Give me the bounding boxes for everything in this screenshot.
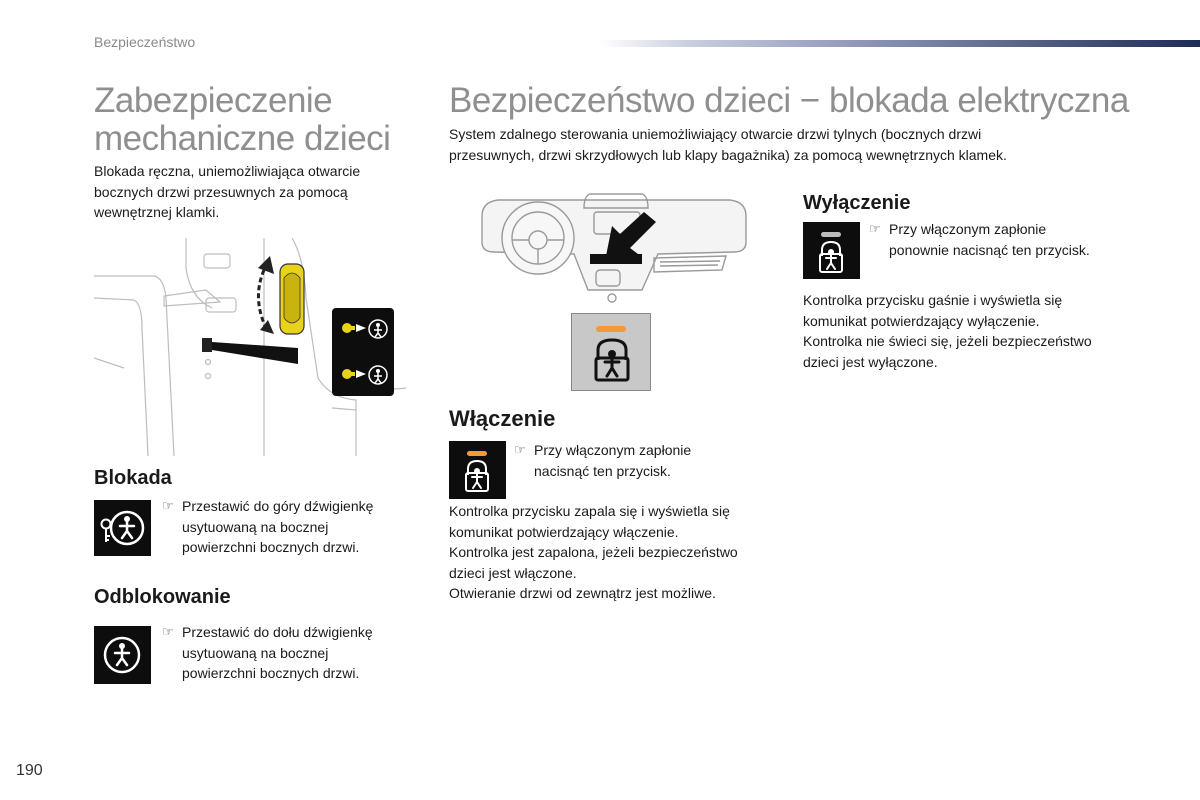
child-safety-button-zoom <box>571 313 651 391</box>
wylaczenie-heading: Wyłączenie <box>803 192 911 214</box>
wylaczenie-bullet-line-2: ponownie nacisnąć ten przycisk. <box>889 241 1090 258</box>
wlaczenie-instruction <box>514 440 691 481</box>
left-intro-line-2: bocznych drzwi przesuwnych za pomocą <box>94 183 348 200</box>
child-lock-unlocked-icon <box>94 626 151 684</box>
left-intro-line-3: wewnętrznej klamki. <box>94 204 220 220</box>
door-latch-illustration <box>94 238 406 456</box>
latch-lever <box>280 264 304 334</box>
wlaczenie-line-2: komunikat potwierdzający włączenie. <box>449 523 679 540</box>
odblokowanie-line-3: powierzchni bocznych drzwi. <box>182 665 360 681</box>
wlaczenie-description <box>449 501 738 604</box>
wlaczenie-line-1: Kontrolka przycisku zapala się i wyświetla się <box>449 503 730 519</box>
page-number: 190 <box>16 762 43 779</box>
dashboard-illustration <box>478 190 750 310</box>
wlaczenie-line-3: Kontrolka jest zapalona, jeżeli bezpieczeństwo <box>449 544 738 560</box>
left-intro <box>94 161 360 223</box>
left-title-line-2: mechaniczne dzieci <box>94 119 391 158</box>
wylaczenie-line-1: Kontrolka przycisku gaśnie i wyświetla się <box>803 292 1063 308</box>
wlaczenie-line-5: Otwieranie drzwi od zewnątrz jest możliwe. <box>449 585 716 601</box>
blokada-line-1: Przestawić do góry dźwigienkę <box>182 498 374 514</box>
child-safety-button-icon <box>572 314 652 392</box>
pointing-hand-icon: ☞ <box>162 624 174 639</box>
blokada-instruction <box>162 496 373 558</box>
odblokowanie-instruction <box>162 622 373 684</box>
wylaczenie-line-3: Kontrolka nie świeci się, jeżeli bezpieczeństwo <box>803 333 1092 349</box>
wlaczenie-bullet-line-2: nacisnąć ten przycisk. <box>534 462 671 479</box>
wylaczenie-instruction <box>869 219 1090 260</box>
odblokowanie-line-1: Przestawić do dołu dźwigienkę <box>182 624 373 640</box>
right-title: Bezpieczeństwo dzieci − blokada elektryczna <box>449 81 1129 120</box>
left-title-line-1: Zabezpieczenie <box>94 81 333 120</box>
right-intro-line-1: System zdalnego sterowania uniemożliwiający otwarcie drzwi tylnych (bocznych drzwi <box>449 126 982 142</box>
wylaczenie-bullet-line-1: Przy włączonym zapłonie <box>889 221 1047 237</box>
wlaczenie-bullet-line-1: Przy włączonym zapłonie <box>534 442 692 458</box>
blokada-line-3: powierzchni bocznych drzwi. <box>182 539 360 555</box>
running-header: Bezpieczeństwo <box>94 34 196 50</box>
child-safety-button-on-icon <box>449 441 506 499</box>
left-intro-line-1: Blokada ręczna, uniemożliwiająca otwarcie <box>94 163 361 179</box>
wlaczenie-line-4: dzieci jest włączone. <box>449 564 577 581</box>
left-title <box>94 82 390 158</box>
pointing-hand-icon: ☞ <box>162 498 174 513</box>
right-intro-line-2: przesuwnych, drzwi skrzydłowych lub klapy bagażnika) za pomocą wewnętrznych klamek. <box>449 146 1007 163</box>
wylaczenie-line-4: dzieci jest wyłączone. <box>803 353 938 370</box>
pointing-hand-icon: ☞ <box>514 442 526 457</box>
child-safety-button-off-icon <box>803 222 860 279</box>
wylaczenie-description <box>803 290 1092 372</box>
blokada-line-2: usytuowaną na bocznej <box>182 518 329 535</box>
odblokowanie-heading: Odblokowanie <box>94 586 231 608</box>
header-rule <box>600 40 1200 47</box>
blokada-heading: Blokada <box>94 467 172 489</box>
child-lock-locked-icon <box>94 500 151 556</box>
wlaczenie-heading: Włączenie <box>449 406 556 431</box>
pointing-hand-icon: ☞ <box>869 221 881 236</box>
odblokowanie-line-2: usytuowaną na bocznej <box>182 644 329 661</box>
wylaczenie-line-2: komunikat potwierdzający wyłączenie. <box>803 312 1040 329</box>
right-intro <box>449 124 1007 165</box>
latch-detail-panel <box>332 308 394 396</box>
